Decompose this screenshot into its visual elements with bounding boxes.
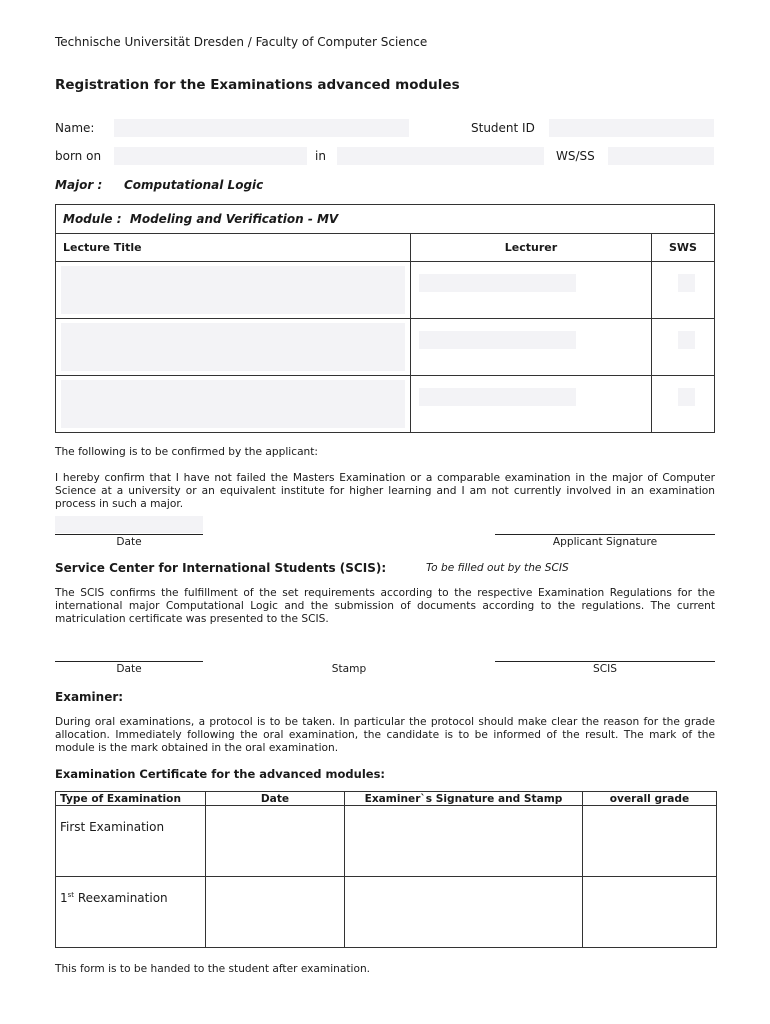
scis-text: The SCIS confirms the fulfillment of the set requirements according to the respective Examination Regulations for the international major Computational Logic and the submission of documents according to the regulations. The current matriculation certificate was presented to the SCIS. bbox=[55, 587, 715, 625]
name-label: Name: bbox=[55, 121, 95, 135]
birthplace-label: in bbox=[315, 149, 326, 163]
module-table bbox=[55, 204, 715, 433]
major-value: Computational Logic bbox=[124, 178, 264, 192]
scis-signature-line bbox=[495, 661, 715, 662]
col-lecture-title: Lecture Title bbox=[56, 234, 411, 262]
col-lecturer: Lecturer bbox=[411, 234, 652, 262]
sws-field-2[interactable] bbox=[678, 331, 695, 349]
first-exam-date-cell[interactable] bbox=[206, 806, 345, 877]
confirmation-text: I hereby confirm that I have not failed the Masters Examination or a comparable examination in the major of Computer Science at a university or an equivalent institute for higher learning and I am not currently involved in an examination process in such a major. bbox=[55, 472, 715, 510]
lecturer-cell-2 bbox=[411, 319, 652, 376]
applicant-signature-line bbox=[495, 534, 715, 535]
semester-label: WS/SS bbox=[556, 149, 595, 163]
first-exam-signature-cell[interactable] bbox=[345, 806, 583, 877]
lecture-title-cell-1 bbox=[56, 262, 411, 319]
reexam-grade-cell[interactable] bbox=[583, 877, 717, 948]
module-value: Modeling and Verification - MV bbox=[129, 212, 339, 226]
student-id-field[interactable] bbox=[549, 119, 714, 137]
birth-date-field[interactable] bbox=[114, 147, 307, 165]
reexam-ordinal: st bbox=[67, 891, 75, 899]
student-id-label: Student ID bbox=[471, 121, 535, 135]
lecture-title-field-1[interactable] bbox=[61, 266, 405, 314]
applicant-date-field[interactable] bbox=[55, 516, 203, 533]
module-label: Module : bbox=[63, 212, 122, 226]
scis-note: To be filled out by the SCIS bbox=[426, 562, 569, 574]
name-field[interactable] bbox=[114, 119, 409, 137]
reexam-signature-cell[interactable] bbox=[345, 877, 583, 948]
scis-date-line bbox=[55, 661, 203, 662]
certificate-heading: Examination Certificate for the advanced modules: bbox=[55, 767, 386, 781]
reexam-text: Reexamination bbox=[74, 891, 168, 905]
sws-cell-1 bbox=[652, 262, 715, 319]
module-header bbox=[56, 205, 715, 234]
examiner-text: During oral examinations, a protocol is to be taken. In particular the protocol should make clear the reason for the grade allocation. Immediately following the oral examination, the candidate is to be informed of the result. The mark of the module is the mark obtained in the oral examination. bbox=[55, 716, 715, 754]
lecturer-cell-3 bbox=[411, 376, 652, 433]
reexam-number: 1 bbox=[60, 891, 68, 905]
scis-heading: Service Center for International Students (SCIS): bbox=[55, 561, 387, 575]
major-label: Major : bbox=[55, 178, 103, 192]
born-on-label: born on bbox=[55, 149, 102, 163]
form-title: Registration for the Examinations advanced modules bbox=[55, 77, 460, 93]
reexamination-label bbox=[56, 877, 206, 948]
examiner-heading: Examiner: bbox=[55, 690, 124, 704]
lecturer-field-2[interactable] bbox=[419, 331, 576, 349]
lecturer-cell-1 bbox=[411, 262, 652, 319]
semester-field[interactable] bbox=[608, 147, 714, 165]
certificate-table bbox=[55, 791, 717, 948]
first-examination-label: First Examination bbox=[56, 806, 206, 877]
lecture-title-cell-2 bbox=[56, 319, 411, 376]
lecturer-field-1[interactable] bbox=[419, 274, 576, 292]
col-exam-type: Type of Examination bbox=[56, 792, 206, 806]
institution-line: Technische Universität Dresden / Faculty of Computer Science bbox=[55, 35, 428, 49]
col-date: Date bbox=[206, 792, 345, 806]
col-examiner-signature: Examiner`s Signature and Stamp bbox=[345, 792, 583, 806]
lecture-title-field-2[interactable] bbox=[61, 323, 405, 371]
scis-stamp-label: Stamp bbox=[331, 663, 367, 675]
applicant-date-line bbox=[55, 534, 203, 535]
first-exam-grade-cell[interactable] bbox=[583, 806, 717, 877]
scis-date-label: Date bbox=[116, 663, 142, 675]
lecturer-field-3[interactable] bbox=[419, 388, 576, 406]
sws-field-3[interactable] bbox=[678, 388, 695, 406]
footer-note: This form is to be handed to the student after examination. bbox=[55, 963, 371, 975]
applicant-date-label: Date bbox=[116, 536, 142, 548]
col-sws: SWS bbox=[652, 234, 715, 262]
sws-cell-3 bbox=[652, 376, 715, 433]
applicant-signature-label: Applicant Signature bbox=[552, 536, 658, 548]
lecture-title-field-3[interactable] bbox=[61, 380, 405, 428]
sws-cell-2 bbox=[652, 319, 715, 376]
confirmation-intro: The following is to be confirmed by the applicant: bbox=[55, 446, 318, 458]
sws-field-1[interactable] bbox=[678, 274, 695, 292]
col-overall-grade: overall grade bbox=[583, 792, 717, 806]
reexam-date-cell[interactable] bbox=[206, 877, 345, 948]
scis-signature-label: SCIS bbox=[593, 663, 617, 675]
birthplace-field[interactable] bbox=[337, 147, 544, 165]
lecture-title-cell-3 bbox=[56, 376, 411, 433]
